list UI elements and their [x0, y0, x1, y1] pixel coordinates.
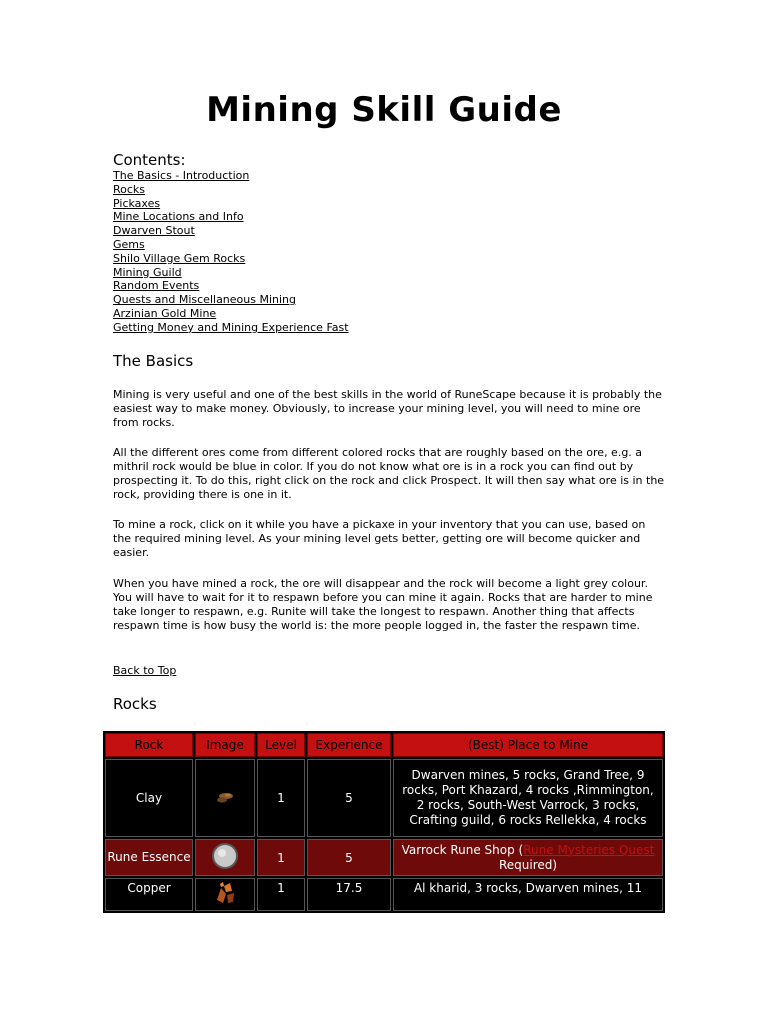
cell-place	[393, 839, 663, 876]
cell-level: 1	[257, 878, 305, 911]
col-experience: Experience	[307, 733, 391, 757]
cell-image	[195, 878, 255, 911]
toc-link-quests-misc[interactable]: Quests and Miscellaneous Mining	[113, 293, 297, 307]
cell-experience: 17.5	[307, 878, 391, 911]
cell-image	[195, 759, 255, 837]
col-rock: Rock	[105, 733, 193, 757]
rocks-table	[103, 731, 665, 913]
table-of-contents	[113, 169, 349, 335]
toc-link-dwarven-stout[interactable]: Dwarven Stout	[113, 224, 195, 238]
basics-paragraph-3: To mine a rock, click on it while you have a pickaxe in your inventory that you can use, based on the required mining level. As your mining level gets better, getting ore will become quicker and easier.	[113, 518, 646, 559]
clay-ore-icon	[213, 789, 237, 805]
toc-link-money-xp-fast[interactable]: Getting Money and Mining Experience Fast	[113, 320, 349, 334]
col-image: Image	[195, 733, 255, 757]
cell-image	[195, 839, 255, 876]
contents-heading: Contents:	[113, 151, 186, 169]
cell-place: Al kharid, 3 rocks, Dwarven mines, 11	[393, 878, 663, 911]
table-header-row	[105, 733, 663, 757]
copper-ore-icon	[212, 880, 238, 906]
toc-link-mine-locations[interactable]: Mine Locations and Info	[113, 210, 244, 224]
toc-link-pickaxes[interactable]: Pickaxes	[113, 196, 161, 210]
page-title: Mining Skill Guide	[206, 90, 562, 130]
table-row	[105, 878, 663, 911]
col-level: Level	[257, 733, 305, 757]
rune-essence-icon	[210, 841, 240, 871]
place-text-pre: Varrock Rune Shop (	[401, 842, 524, 857]
rocks-heading: Rocks	[113, 695, 157, 713]
basics-heading: The Basics	[113, 352, 194, 370]
basics-paragraph-1: Mining is very useful and one of the best skills in the world of RuneScape because it is probably the easiest way to make money. Obviously, to increase your mining level, you will need to mine ore from rocks.	[113, 388, 662, 429]
toc-link-arzinian-gold[interactable]: Arzinian Gold Mine	[113, 306, 217, 320]
table-row	[105, 759, 663, 837]
back-to-top-link[interactable]: Back to Top	[113, 664, 177, 677]
cell-rock: Copper	[105, 878, 193, 911]
toc-link-random-events[interactable]: Random Events	[113, 279, 200, 293]
table-row	[105, 839, 663, 876]
col-place: (Best) Place to Mine	[393, 733, 663, 757]
cell-place: Dwarven mines, 5 rocks, Grand Tree, 9 rocks, Port Khazard, 4 rocks ,Rimmington, 2 rocks, South-West Varrock, 3 rocks, Crafting guild, 6 rocks Rellekka, 4 rocks	[393, 759, 663, 837]
toc-link-mining-guild[interactable]: Mining Guild	[113, 265, 182, 279]
cell-rock: Rune Essence	[105, 839, 193, 876]
toc-link-gems[interactable]: Gems	[113, 237, 145, 251]
cell-rock: Clay	[105, 759, 193, 837]
place-text-post: Required)	[498, 857, 558, 872]
cell-level: 1	[257, 839, 305, 876]
toc-link-rocks[interactable]: Rocks	[113, 182, 146, 196]
back-to-top	[113, 664, 176, 677]
cell-experience: 5	[307, 759, 391, 837]
cell-experience: 5	[307, 839, 391, 876]
rune-mysteries-quest-link[interactable]: Rune Mysteries Quest	[523, 842, 655, 857]
toc-link-basics[interactable]: The Basics - Introduction	[113, 169, 250, 182]
basics-paragraph-2: All the different ores come from different colored rocks that are roughly based on the ore, e.g. a mithril rock would be blue in color. If you do not know what ore is in a rock you can find out by prospecting it. To do this, right click on the rock and click Prospect. It will then say what ore is in the rock, providing there is one in it.	[113, 446, 665, 501]
basics-paragraph-4: When you have mined a rock, the ore will disappear and the rock will become a light grey colour. You will have to wait for it to respawn before you can mine it again. Rocks that are harder to mine take longer to respawn, e.g. Runite will take the longest to respawn. Another thing that affects respawn time is how busy the world is: the more people logged in, the faster the respawn time.	[113, 577, 653, 632]
cell-level: 1	[257, 759, 305, 837]
toc-link-shilo-gem-rocks[interactable]: Shilo Village Gem Rocks	[113, 251, 246, 265]
